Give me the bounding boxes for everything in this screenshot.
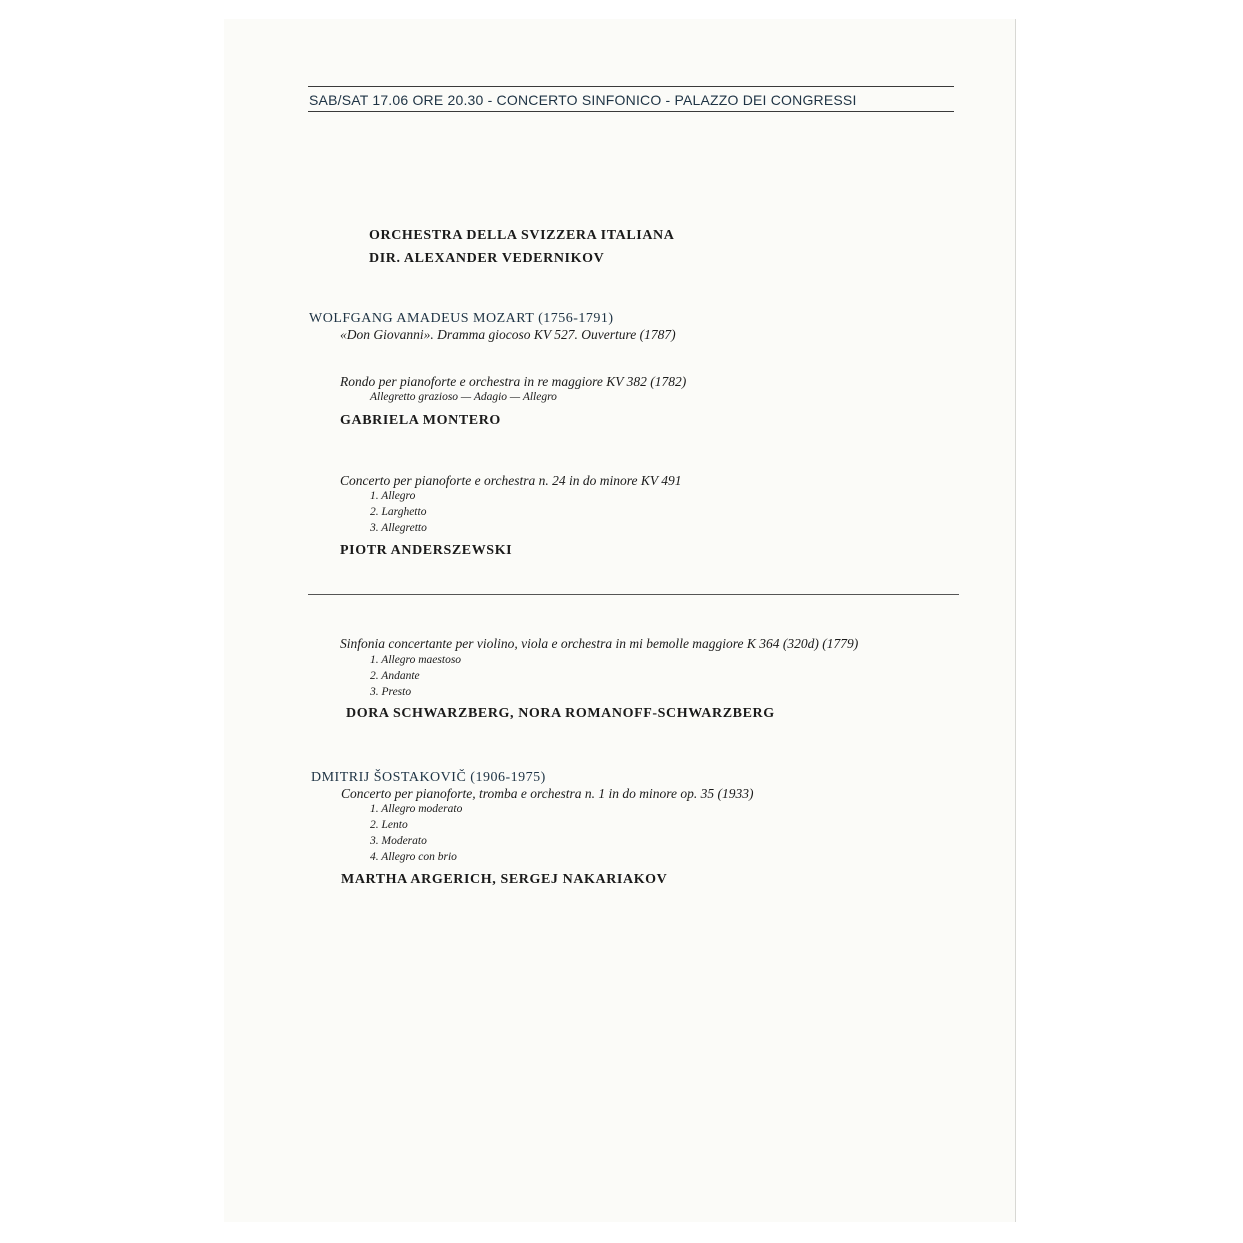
conductor: DIR. ALEXANDER VEDERNIKOV <box>369 251 605 266</box>
performer-schwarzberg: DORA SCHWARZBERG, NORA ROMANOFF-SCHWARZBERG <box>346 706 775 721</box>
concerto-24-movement-1: 1. Allegro <box>370 490 416 502</box>
rondo-movements: Allegretto grazioso — Adagio — Allegro <box>370 391 557 403</box>
performer-anderszewski: PIOTR ANDERSZEWSKI <box>340 543 513 558</box>
composer-shostakovich: DMITRIJ ŠOSTAKOVIČ (1906-1975) <box>311 770 546 785</box>
performer-montero: GABRIELA MONTERO <box>340 413 501 428</box>
concerto-24-movement-2: 2. Larghetto <box>370 506 427 518</box>
work-rondo: Rondo per pianoforte e orchestra in re maggiore KV 382 (1782) <box>340 374 687 389</box>
work-piano-trumpet-concerto: Concerto per pianoforte, tromba e orchestra n. 1 in do minore op. 35 (1933) <box>341 786 754 801</box>
sinfonia-movement-1: 1. Allegro maestoso <box>370 654 462 666</box>
concerto-24-movement-3: 3. Allegretto <box>370 522 427 534</box>
header-top-rule <box>308 86 954 87</box>
interval-divider <box>308 594 959 595</box>
shostakovich-movement-2: 2. Lento <box>370 819 408 831</box>
shostakovich-movement-3: 3. Moderato <box>370 835 427 847</box>
sinfonia-movement-2: 2. Andante <box>370 670 420 682</box>
composer-mozart: WOLFGANG AMADEUS MOZART (1756-1791) <box>309 311 614 326</box>
work-concerto-24: Concerto per pianoforte e orchestra n. 24 in do minore KV 491 <box>340 473 682 488</box>
work-don-giovanni: «Don Giovanni». Dramma giocoso KV 527. Ouverture (1787) <box>340 327 676 342</box>
performer-argerich-nakariakov: MARTHA ARGERICH, SERGEJ NAKARIAKOV <box>341 872 668 887</box>
header-bottom-rule <box>308 111 954 112</box>
shostakovich-movement-4: 4. Allegro con brio <box>370 851 457 863</box>
sinfonia-movement-3: 3. Presto <box>370 686 412 698</box>
work-sinfonia-concertante: Sinfonia concertante per violino, viola e orchestra in mi bemolle maggiore K 364 (320d) (1779) <box>340 636 859 651</box>
program-page <box>224 19 1016 1222</box>
orchestra-name: ORCHESTRA DELLA SVIZZERA ITALIANA <box>369 228 675 243</box>
shostakovich-movement-1: 1. Allegro moderato <box>370 803 463 815</box>
concert-header: SAB/SAT 17.06 ORE 20.30 - CONCERTO SINFONICO - PALAZZO DEI CONGRESSI <box>309 92 857 108</box>
